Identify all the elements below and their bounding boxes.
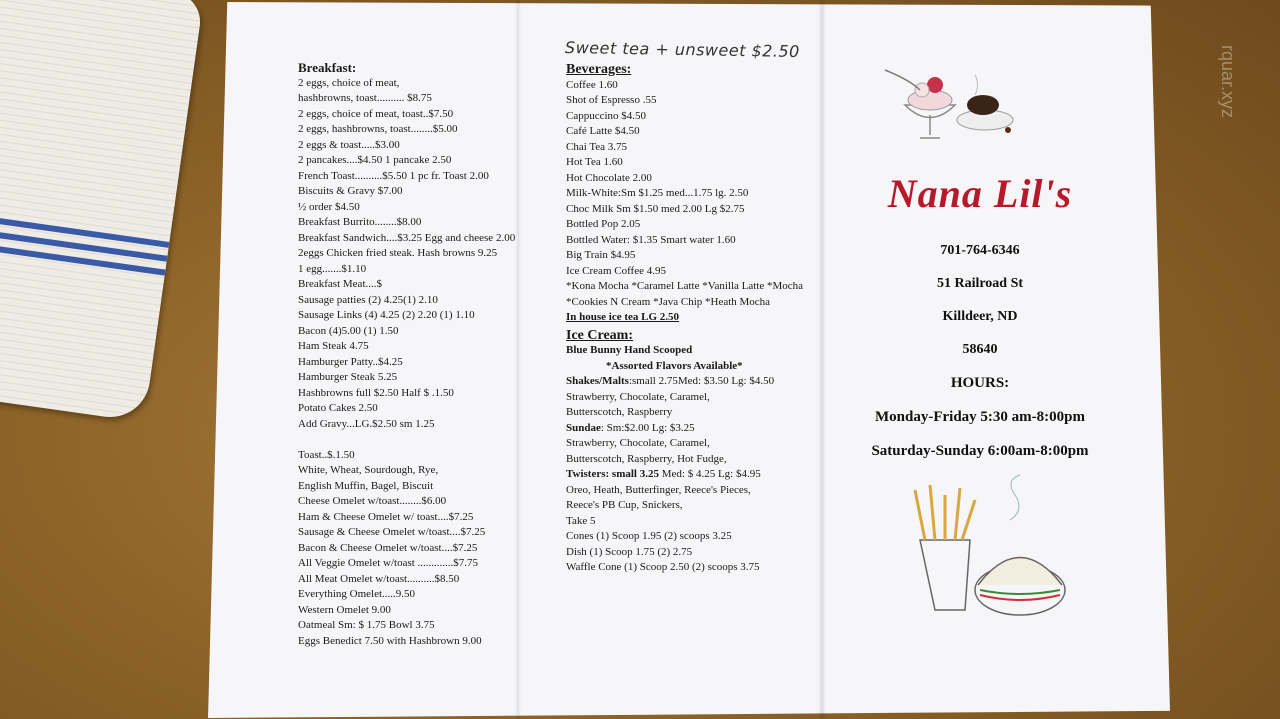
menu-item: French Toast..........$5.50 1 pc fr. Toast 2.00 [298,169,489,182]
beverage-item: Hot Tea 1.60 [566,156,623,168]
menu-item: Sausage & Cheese Omelet w/toast....$7.25 [298,526,486,538]
cone-item: Dish (1) Scoop 1.75 (2) 2.75 [566,545,693,558]
beverage-item: Bottled Pop 2.05 [566,218,641,230]
menu-item: Hamburger Patty..$4.25 [298,355,403,368]
menu-item: Biscuits & Gravy $7.00 [298,185,403,197]
cones-list [566,529,836,576]
weekday-hours: Monday-Friday 5:30 am-8:00pm [875,409,1085,425]
beverages-list [566,78,836,311]
fries-burger-icon [890,470,1080,630]
blue-bunny-line: Blue Bunny Hand Scooped [566,344,693,356]
beverage-item: Cappuccino $4.50 [566,109,647,122]
phone-number: 701-764-6346 [940,243,1020,258]
flavor-line: Strawberry, Chocolate, Caramel, [566,390,710,403]
menu-item: 2 eggs, choice of meat, toast..$7.50 [298,107,454,120]
beverage-item: Chai Tea 3.75 [566,140,628,153]
menu-item: ½ order $4.50 [298,200,360,213]
cone-item: Waffle Cone (1) Scoop 2.50 (2) scoops 3.75 [566,561,760,573]
menu-item: English Muffin, Bagel, Biscuit [298,479,434,492]
menu-item: 2 eggs & toast.....$3.00 [298,138,400,151]
menu-item: Eggs Benedict 7.50 with Hashbrown 9.00 [298,634,482,647]
twisters-prices: Med: $ 4.25 Lg: $4.95 [658,468,761,480]
beverage-item: Big Train $4.95 [566,249,636,261]
shakes-label: Shakes/Malts [566,375,629,387]
menu-item: Oatmeal Sm: $ 1.75 Bowl 3.75 [298,619,435,631]
iced-tea-line: In house ice tea LG 2.50 [566,311,680,323]
menu-item: Breakfast Meat....$ [298,278,382,290]
menu-item: Breakfast Sandwich....$3.25 Egg and cheese 2.00 [298,231,516,244]
twisters-flavors [566,483,836,530]
menu-item [298,432,538,448]
hours-heading: HOURS: [950,375,1010,391]
menu-item: Hashbrowns full $2.50 Half $ .1.50 [298,386,454,399]
beverage-item: *Kona Mocha *Caramel Latte *Vanilla Latte *Mocha [566,280,804,292]
breakfast-heading: Breakfast: [298,60,357,75]
menu-item: Bacon (4)5.00 (1) 1.50 [298,324,399,337]
beverage-item: Milk-White:Sm $1.25 med...1.75 lg. 2.50 [566,187,749,199]
kitchen-towel [0,0,204,422]
sundae-label: Sundae [566,421,601,434]
weekend-hours: Saturday-Sunday 6:00am-8:00pm [871,443,1089,459]
beverage-item: Shot of Espresso .55 [566,94,657,106]
menu-item: Add Gravy...LG.$2.50 sm 1.25 [298,417,435,430]
city-state: Killdeer, ND [942,309,1018,324]
cone-item: Cones (1) Scoop 1.95 (2) scoops 3.25 [566,530,732,542]
brand-title: Nana Lil's [887,171,1073,216]
twisters-label: Twisters: small 3.25 [566,468,659,480]
breakfast-list [298,76,538,650]
icecream-heading: Ice Cream: [566,327,633,343]
menu-item: Toast..$.1.50 [298,448,355,461]
handwritten-note: Sweet tea + unsweet $2.50 [564,37,800,62]
twisters-line [566,467,836,483]
menu-item: 2eggs Chicken fried steak. Hash browns 9.25 [298,247,498,259]
sundae-line [566,421,836,437]
menu-item: 2 pancakes....$4.50 1 pancake 2.50 [298,154,452,166]
beverages-heading: Beverages: [566,62,632,77]
beverage-item: Bottled Water: $1.35 Smart water 1.60 [566,233,736,246]
menu-item: 2 eggs, hashbrowns, toast........$5.00 [298,123,458,135]
menu-item: Hamburger Steak 5.25 [298,371,398,383]
menu-item: Cheese Omelet w/toast........$6.00 [298,495,447,507]
zip-code: 58640 [962,342,998,357]
breakfast-column [298,60,538,649]
menu-item: Ham Steak 4.75 [298,340,369,352]
beverages-column [566,62,836,576]
shakes-line [566,374,836,390]
sundae-prices: : Sm:$2.00 Lg: $3.25 [600,421,695,434]
menu-item: Potato Cakes 2.50 [298,402,378,414]
flavor-line: Take 5 [566,514,596,527]
flavor-line: Strawberry, Chocolate, Caramel, [566,437,710,449]
beverage-item: Ice Cream Coffee 4.95 [566,264,666,277]
menu-item: White, Wheat, Sourdough, Rye, [298,464,439,476]
menu-item: Everything Omelet.....9.50 [298,588,416,600]
beverage-item: Hot Chocolate 2.00 [566,171,652,184]
menu-item: Breakfast Burrito........$8.00 [298,216,422,228]
menu-item: 2 eggs, choice of meat, [298,76,400,89]
menu-item: Sausage patties (2) 4.25(1) 2.10 [298,293,438,306]
menu-item: hashbrowns, toast.......... $8.75 [298,92,432,104]
flavor-line: Reece's PB Cup, Snickers, [566,499,683,511]
info-column [845,60,1115,460]
menu-item: Western Omelet 9.00 [298,603,391,616]
assorted-flavors-line: *Assorted Flavors Available* [606,359,743,372]
flavor-line: Oreo, Heath, Butterfinger, Reece's Pieces, [566,483,751,496]
menu-item: Ham & Cheese Omelet w/ toast....$7.25 [298,510,474,523]
menu-item: Bacon & Cheese Omelet w/toast....$7.25 [298,541,478,554]
shakes-flavors [566,390,836,421]
menu-item: Sausage Links (4) 4.25 (2) 2.20 (1) 1.10 [298,309,475,321]
flavor-line: Butterscotch, Raspberry [566,406,673,418]
sundae-flavors [566,436,836,467]
menu-item: 1 egg.......$1.10 [298,262,367,275]
menu-item: All Meat Omelet w/toast..........$8.50 [298,572,460,585]
shakes-prices: :small 2.75Med: $3.50 Lg: $4.50 [628,375,775,387]
street-address: 51 Railroad St [936,276,1024,291]
beverage-item: Choc Milk Sm $1.50 med 2.00 Lg $2.75 [566,202,745,215]
beverage-item: *Cookies N Cream *Java Chip *Heath Mocha [566,295,771,308]
beverage-item: Coffee 1.60 [566,78,618,91]
beverage-item: Café Latte $4.50 [566,125,640,137]
flavor-line: Butterscotch, Raspberry, Hot Fudge, [566,452,727,465]
menu-item: All Veggie Omelet w/toast .............$7.75 [298,557,479,569]
watermark: rquar.xyz [1218,45,1238,119]
